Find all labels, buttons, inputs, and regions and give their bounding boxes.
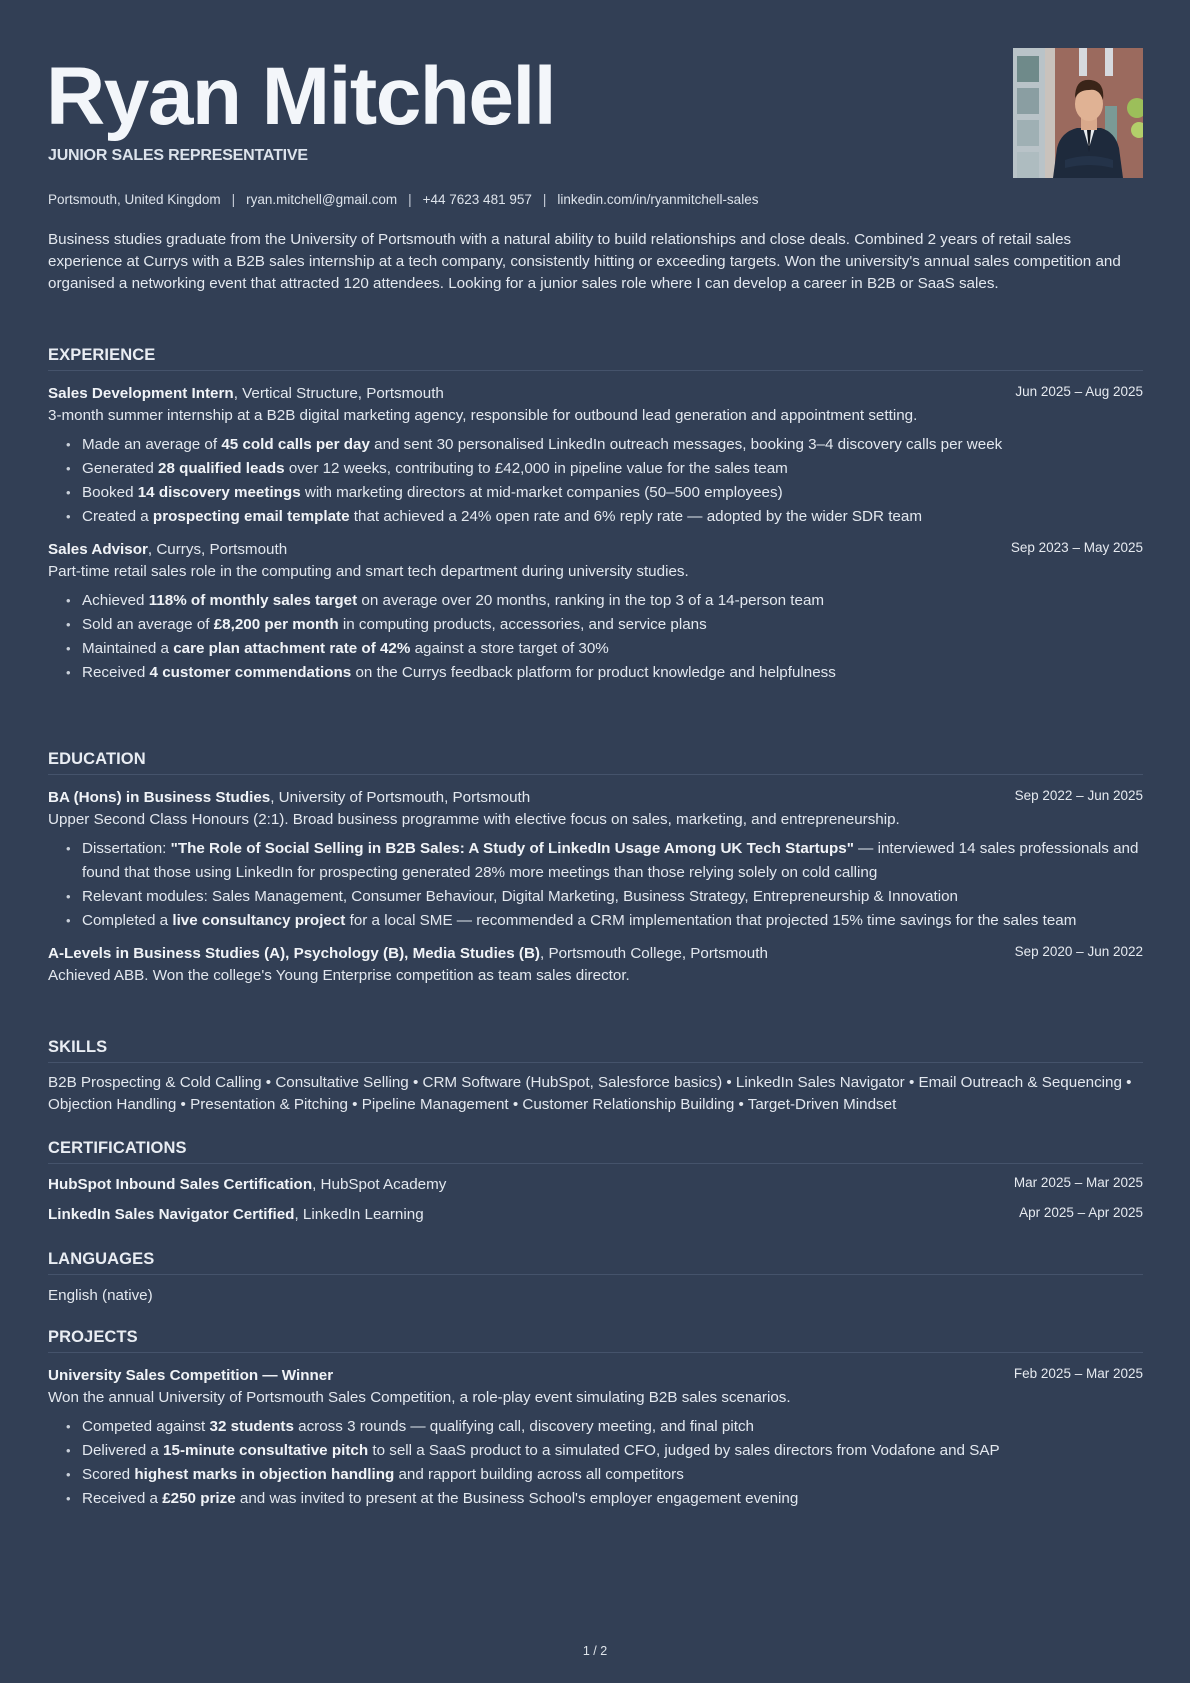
certification-entry xyxy=(48,1204,1143,1226)
entry-heading xyxy=(48,1174,1143,1196)
projects-heading: PROJECTS xyxy=(48,1328,1143,1353)
education-entry xyxy=(48,943,1143,987)
contact-separator: | xyxy=(231,192,236,207)
job-org: , Vertical Structure, Portsmouth xyxy=(233,385,444,402)
entry-heading xyxy=(48,383,1143,405)
list-item: • Sold an average of £8,200 per month in computing products, accessories, and service plans xyxy=(48,613,1143,637)
page-indicator: 1 / 2 xyxy=(582,1644,608,1658)
education-detail-list xyxy=(48,837,1143,933)
entry-heading xyxy=(48,539,1143,561)
languages-section xyxy=(48,1250,1143,1307)
list-item: • Scored highest marks in objection handling and rapport building across all competitors xyxy=(48,1463,1143,1487)
entry-date: Apr 2025 – Apr 2025 xyxy=(1019,1205,1143,1220)
project-entry xyxy=(48,1365,1143,1511)
list-item: • Delivered a 15-minute consultative pitch to sell a SaaS product to a simulated CFO, judged by sales directors from Vodafone and SAP xyxy=(48,1439,1143,1463)
list-item: • Received 4 customer commendations on the Currys feedback platform for product knowledge and helpfulness xyxy=(48,661,1143,685)
contact-linkedin[interactable]: linkedin.com/in/ryanmitchell-sales xyxy=(557,192,759,207)
contact-phone[interactable]: +44 7623 481 957 xyxy=(422,192,532,207)
institution: , Portsmouth College, Portsmouth xyxy=(540,945,768,962)
resume-page xyxy=(46,0,1143,1507)
certifications-section xyxy=(48,1139,1143,1226)
project-detail-list xyxy=(48,1415,1143,1511)
experience-entry xyxy=(48,383,1143,529)
contact-email[interactable]: ryan.mitchell@gmail.com xyxy=(246,192,398,207)
candidate-title: JUNIOR SALES REPRESENTATIVE xyxy=(48,147,308,164)
job-org: , Currys, Portsmouth xyxy=(147,541,288,558)
skills-heading: SKILLS xyxy=(48,1038,1143,1063)
entry-description: Upper Second Class Honours (2:1). Broad business programme with elective focus on sales, marketing, and entrepreneurship. xyxy=(48,811,900,828)
project-name: University Sales Competition — Winner xyxy=(48,1367,334,1384)
entry-date: Sep 2020 – Jun 2022 xyxy=(1014,944,1143,959)
list-item: • Completed a live consultancy project for a local SME — recommended a CRM implementation that projected 15% time savings for the sales team xyxy=(48,909,1143,933)
experience-section xyxy=(48,346,1143,685)
job-role: Sales Advisor xyxy=(48,541,148,558)
achievement-list xyxy=(48,589,1143,685)
entry-date: Mar 2025 – Mar 2025 xyxy=(1013,1175,1143,1190)
entry-date: Sep 2022 – Jun 2025 xyxy=(1014,788,1143,803)
entry-date: Feb 2025 – Mar 2025 xyxy=(1013,1366,1143,1381)
list-item: • Made an average of 45 cold calls per day and sent 30 personalised LinkedIn outreach messages, booking 3–4 discovery calls per week xyxy=(48,433,1143,457)
achievement-list xyxy=(48,433,1143,529)
entry-heading xyxy=(48,943,1143,965)
contact-separator: | xyxy=(542,192,547,207)
entry-description: Achieved ABB. Won the college's Young Enterprise competition as team sales director. xyxy=(48,967,630,984)
entry-heading xyxy=(48,787,1143,809)
list-item: • Competed against 32 students across 3 rounds — qualifying call, discovery meeting, and final pitch xyxy=(48,1415,1143,1439)
entry-date: Jun 2025 – Aug 2025 xyxy=(1015,384,1143,399)
certification-issuer: , HubSpot Academy xyxy=(312,1176,447,1193)
list-item: • Achieved 118% of monthly sales target on average over 20 months, ranking in the top 3 of a 14-person team xyxy=(48,589,1143,613)
entry-heading xyxy=(48,1365,1143,1387)
profile-photo xyxy=(1013,48,1143,178)
job-role: Sales Development Intern xyxy=(48,385,234,402)
certification-entry xyxy=(48,1174,1143,1196)
education-section xyxy=(48,750,1143,987)
list-item: • Maintained a care plan attachment rate of 42% against a store target of 30% xyxy=(48,637,1143,661)
certification-name: HubSpot Inbound Sales Certification xyxy=(48,1176,313,1193)
entry-description: Won the annual University of Portsmouth Sales Competition, a role-play event simulating B2B sales scenarios. xyxy=(48,1389,791,1406)
skills-list: B2B Prospecting & Cold Calling • Consultative Selling • CRM Software (HubSpot, Salesforce basics) • LinkedIn Sales Navigator • Email Outreach & Sequencing • Objection Handling • Presentation & Pitching • Pipeline Management • Customer Relationship Building • Target-Driven Mindset xyxy=(48,1074,1132,1113)
list-item: • Received a £250 prize and was invited to present at the Business School's employer engagement evening xyxy=(48,1487,1143,1511)
education-entry xyxy=(48,787,1143,933)
degree-name: A-Levels in Business Studies (A), Psychology (B), Media Studies (B) xyxy=(48,945,540,962)
entry-heading xyxy=(48,1204,1143,1226)
projects-section xyxy=(48,1328,1143,1511)
certification-issuer: , LinkedIn Learning xyxy=(294,1206,424,1223)
skills-section xyxy=(48,1038,1143,1116)
entry-description: 3-month summer internship at a B2B digital marketing agency, responsible for outbound lead generation and appointment setting. xyxy=(48,407,918,424)
languages-heading: LANGUAGES xyxy=(48,1250,1143,1275)
education-heading: EDUCATION xyxy=(48,750,1143,775)
languages-list: English (native) xyxy=(48,1287,153,1304)
entry-date: Sep 2023 – May 2025 xyxy=(1010,540,1143,555)
experience-heading: EXPERIENCE xyxy=(48,346,1143,371)
certifications-heading: CERTIFICATIONS xyxy=(48,1139,1143,1164)
contact-location: Portsmouth, United Kingdom xyxy=(48,192,221,207)
certification-name: LinkedIn Sales Navigator Certified xyxy=(48,1206,295,1223)
degree-name: BA (Hons) in Business Studies xyxy=(48,789,271,806)
experience-entry xyxy=(48,539,1143,685)
resume-header xyxy=(46,0,1143,207)
contact-line xyxy=(48,192,758,207)
entry-description: Part-time retail sales role in the computing and smart tech department during university studies. xyxy=(48,563,689,580)
list-item: • Created a prospecting email template that achieved a 24% open rate and 6% reply rate — adopted by the wider SDR team xyxy=(48,505,1143,529)
list-item: • Dissertation: "The Role of Social Selling in B2B Sales: A Study of LinkedIn Usage Among UK Tech Startups" — interviewed 14 sales professionals and found that those using LinkedIn for prospecting generated 28% more meetings than those relying solely on cold calling xyxy=(48,837,1143,885)
list-item: • Booked 14 discovery meetings with marketing directors at mid-market companies (50–500 employees) xyxy=(48,481,1143,505)
list-item: • Generated 28 qualified leads over 12 weeks, contributing to £42,000 in pipeline value for the sales team xyxy=(48,457,1143,481)
profile-photo-image xyxy=(1013,48,1143,178)
candidate-name: Ryan Mitchell xyxy=(46,51,556,142)
contact-separator: | xyxy=(408,192,412,207)
list-item: • Relevant modules: Sales Management, Consumer Behaviour, Digital Marketing, Business Strategy, Entrepreneurship & Innovation xyxy=(48,885,1143,909)
institution: , University of Portsmouth, Portsmouth xyxy=(270,789,531,806)
profile-summary: Business studies graduate from the University of Portsmouth with a natural ability to build relationships and close deals. Combined 2 years of retail sales experience at Currys with a B2B sales internship at a tech company, consistently hitting or exceeding targets. Won the university's annual sales competition and organised a networking event that attracted 120 attendees. Looking for a junior sales role where I can develop a career in B2B or SaaS sales. xyxy=(48,231,1121,292)
